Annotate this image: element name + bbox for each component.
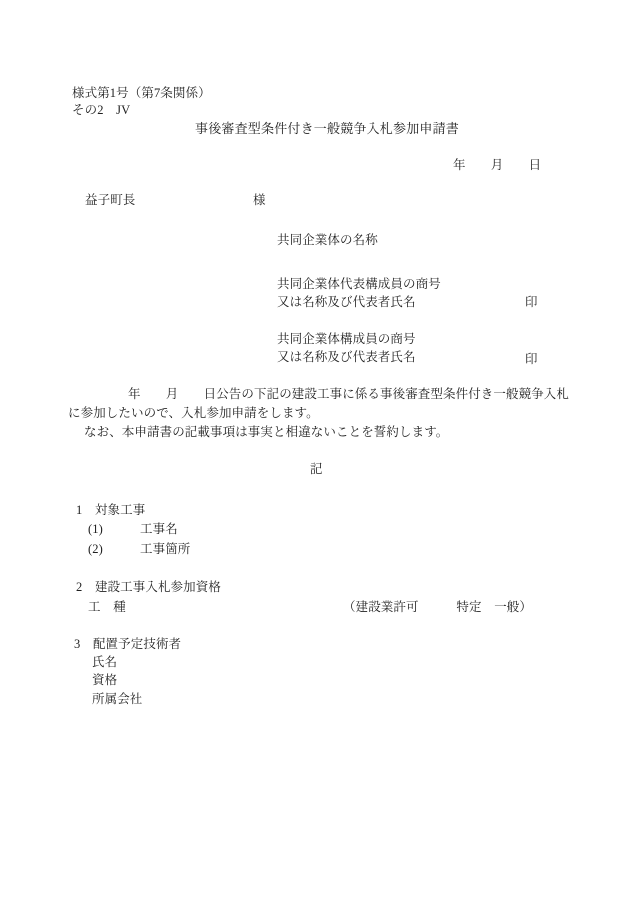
section-3-item-name: 氏名	[92, 655, 118, 669]
jv-representative-seal-mark: 印	[525, 295, 538, 309]
jv-representative-name-line: 又は名称及び代表者氏名	[277, 295, 416, 309]
jv-member-name-line: 又は名称及び代表者氏名	[277, 350, 416, 364]
jv-name-label: 共同企業体の名称	[277, 233, 378, 247]
section-1-item-2-label: (2)	[88, 542, 103, 556]
section-1-item-2-text: 工事箇所	[140, 542, 191, 556]
section-1-item-1-label: (1)	[88, 522, 103, 536]
form-number-line: 様式第1号（第7条関係）	[72, 86, 211, 100]
date-line: 年 月 日	[453, 158, 542, 172]
section-1-item-1-text: 工事名	[140, 522, 178, 536]
addressee-honorific: 様	[253, 193, 266, 207]
section-3-heading: 3 配置予定技術者	[74, 637, 182, 651]
body-paragraph-line-3: なお、本申請書の記載事項は事実と相違ないことを誓約します。	[84, 425, 449, 439]
body-paragraph-line-2: に参加したいので、入札参加申請をします。	[68, 406, 319, 420]
body-paragraph-line-1: 年 月 日公告の下記の建設工事に係る事後審査型条件付き一般競争入札	[128, 387, 570, 401]
section-1-heading: 1 対象工事	[76, 503, 146, 517]
section-3-item-qualification: 資格	[92, 673, 118, 687]
jv-member-seal-mark: 印	[525, 352, 538, 366]
section-2-heading: 2 建設工事入札参加資格	[76, 580, 221, 594]
jv-representative-title-line: 共同企業体代表構成員の商号	[277, 277, 441, 291]
section-3-item-company: 所属会社	[92, 692, 143, 706]
section-2-work-type-label: 工 種	[88, 600, 126, 614]
jv-member-title-line: 共同企業体構成員の商号	[277, 332, 416, 346]
document-title: 事後審査型条件付き一般競争入札参加申請書	[195, 121, 460, 136]
addressee-name: 益子町長	[85, 193, 136, 207]
section-2-permit-note: （建設業許可 特定 一般）	[343, 600, 533, 614]
form-variant-line: その2 JV	[72, 103, 131, 117]
record-marker: 記	[310, 462, 323, 476]
